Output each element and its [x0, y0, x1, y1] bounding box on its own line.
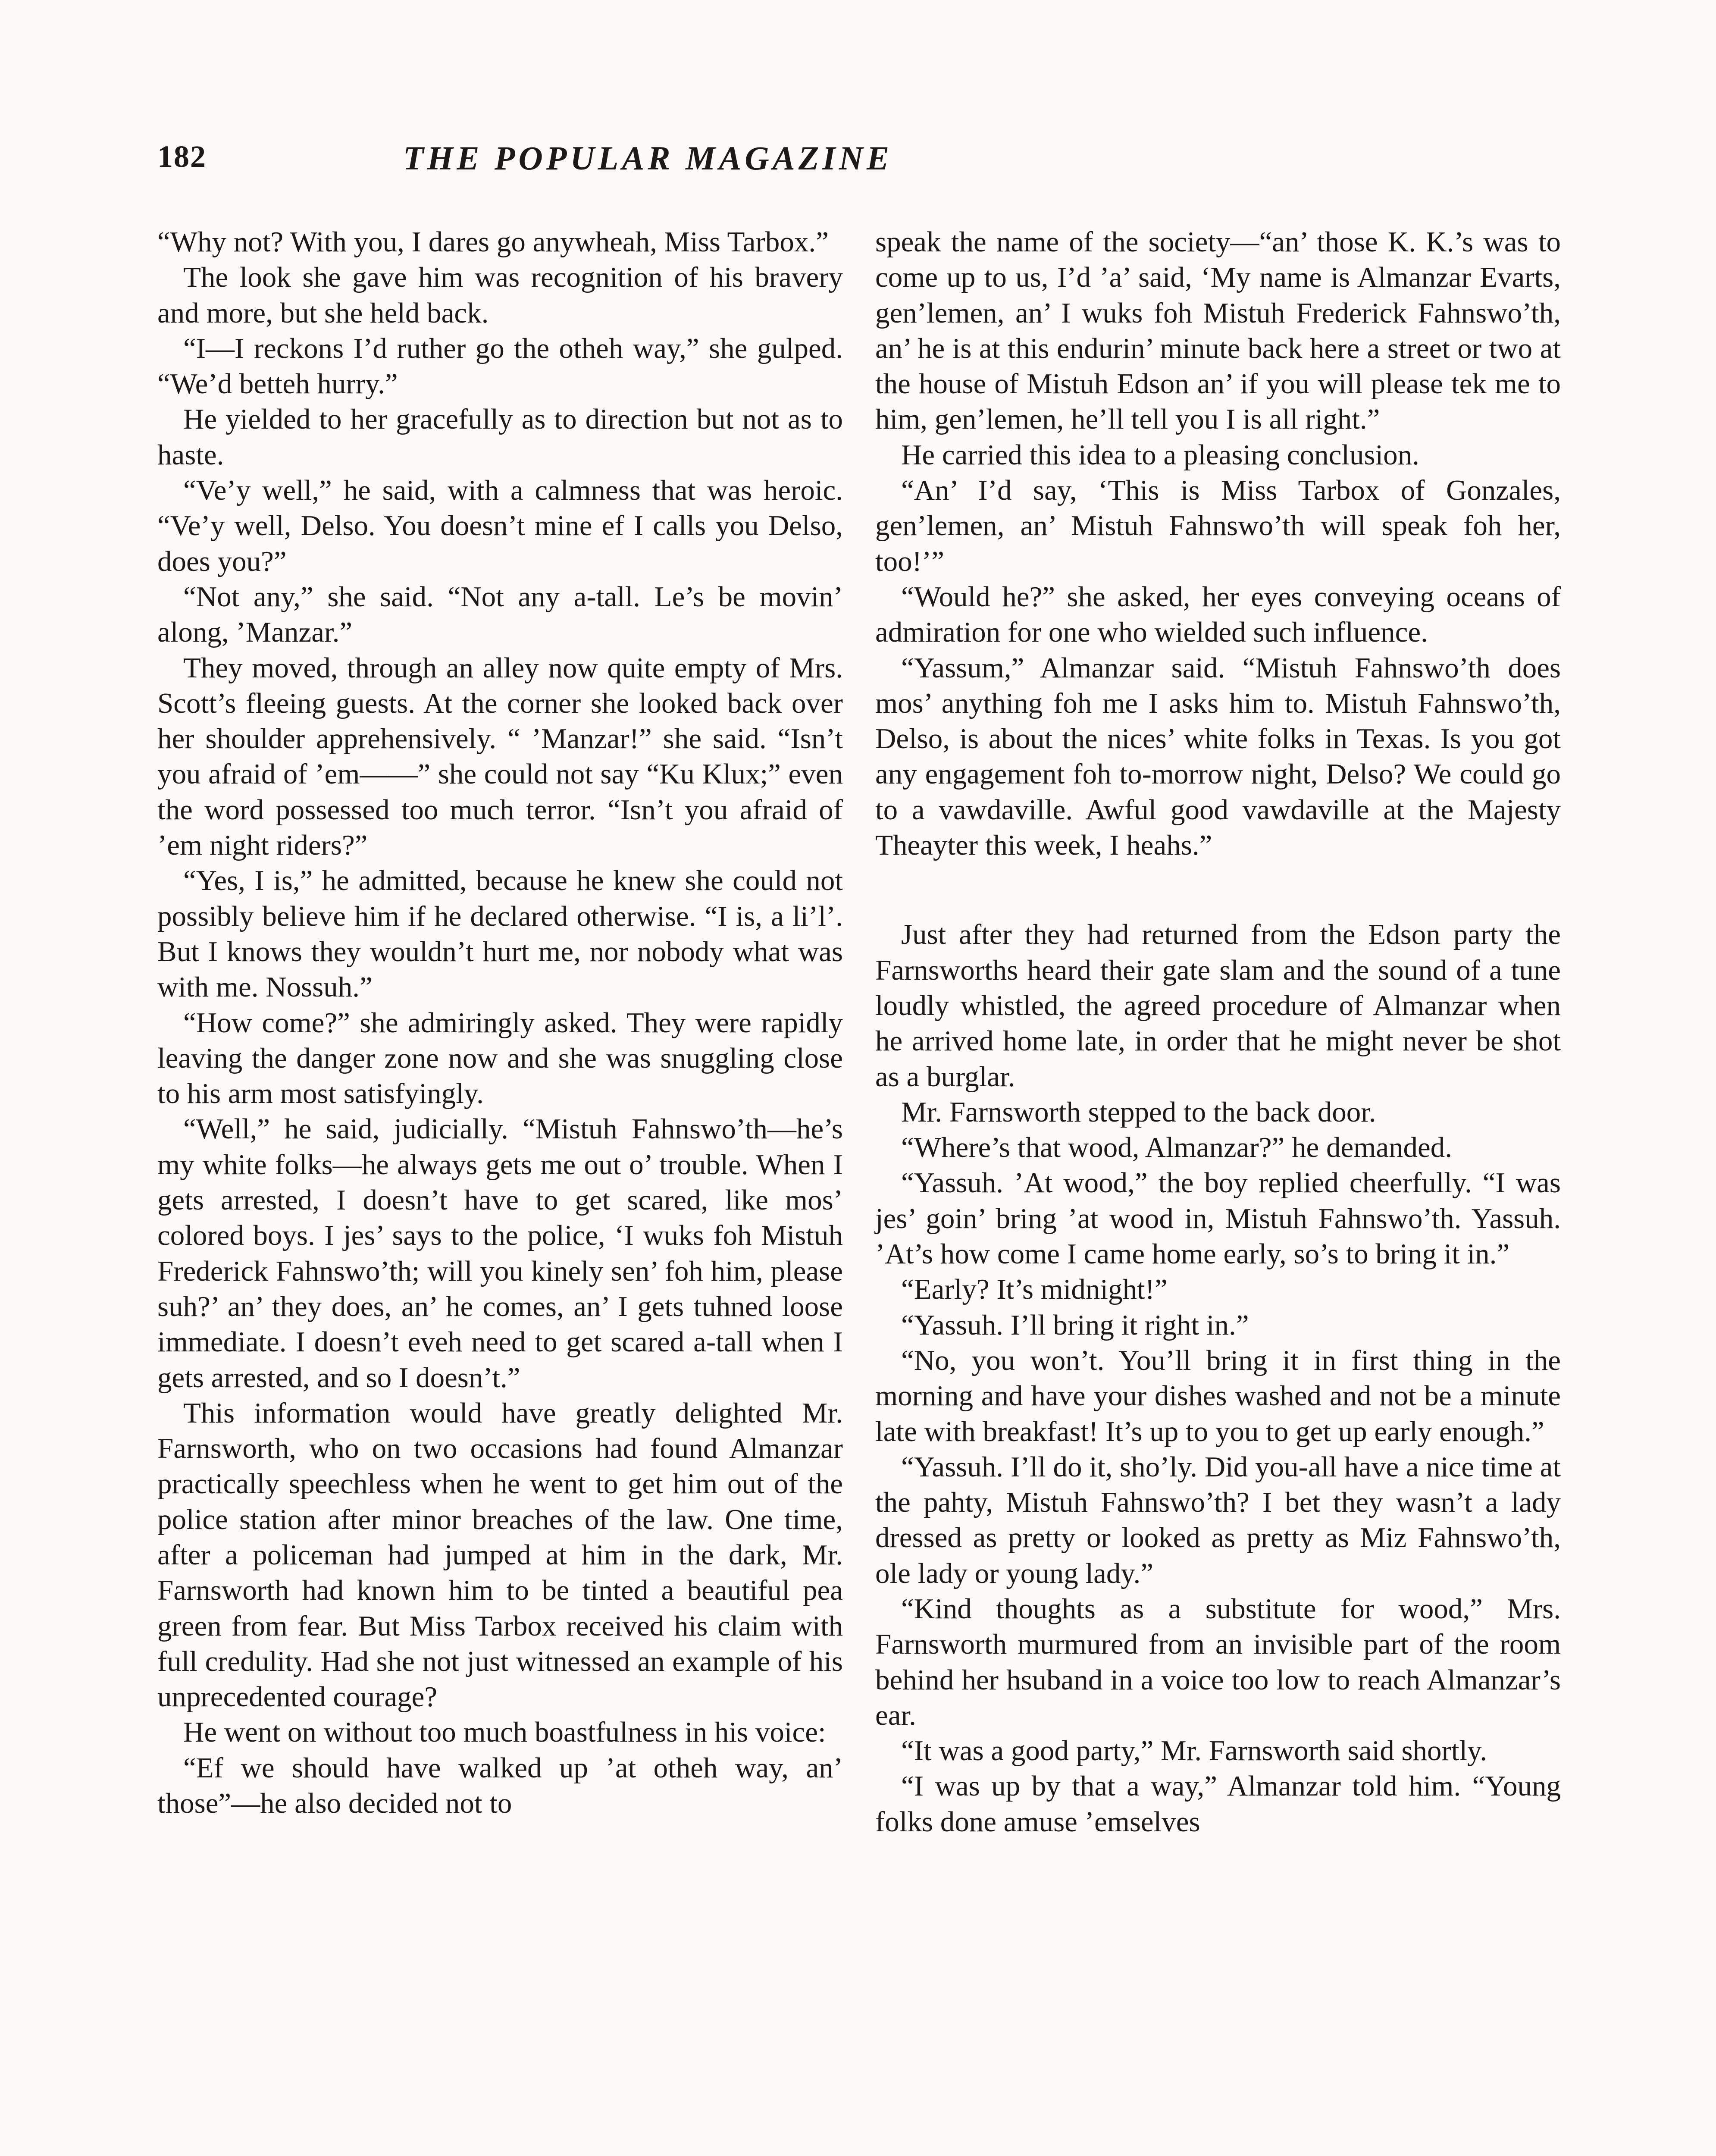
paragraph: “Yassuh. I’ll bring it right in.”: [901, 1309, 1249, 1341]
paragraph: Mr. Farnsworth stepped to the back door.: [901, 1096, 1376, 1128]
paragraph: “Yassum,” Almanzar said. “Mistuh Fahnswo’th does mos’ anything foh me I asks him to. Mistuh Fahnswo’th, Delso, is about the nices’ white folks in Texas. Is you got any engagement foh to-morrow night, Delso? We could go to a vawdaville. Awful good vawdaville at the Majesty Theayter this week, I heahs.”: [875, 652, 1561, 862]
page-number: 182: [157, 139, 207, 174]
paragraph: “No, you won’t. You’ll bring it in first thing in the morning and have your dishes washed and not be a minute late with breakfast! It’s up to you to get up early enough.”: [875, 1344, 1561, 1448]
paragraph: He went on without too much boastfulness in his voice:: [183, 1716, 826, 1749]
paragraph: “Ve’y well,” he said, with a calmness that was heroic. “Ve’y well, Delso. You doesn’t mine ef I calls you Delso, does you?”: [157, 474, 843, 577]
paragraph: “How come?” she admiringly asked. They were rapidly leaving the danger zone now and she was snuggling close to his arm most satisfyingly.: [157, 1006, 843, 1110]
paragraph: “I was up by that a way,” Almanzar told him. “Young folks done amuse ’emselves: [875, 1770, 1561, 1838]
paragraph: “Would he?” she asked, her eyes conveying oceans of admiration for one who wielded such influence.: [875, 580, 1561, 649]
paragraph: “Early? It’s midnight!”: [901, 1273, 1168, 1306]
paragraph: “An’ I’d say, ‘This is Miss Tarbox of Gonzales, gen’lemen, an’ Mistuh Fahnswo’th will speak foh her, too!’”: [875, 474, 1561, 577]
paragraph: Just after they had returned from the Edson party the Farnsworths heard their gate slam and the sound of a tune loudly whistled, the agreed procedure of Almanzar when he arrived home late, in order that he might never be shot as a burglar.: [875, 918, 1561, 1093]
paragraph: “Ef we should have walked up ’at otheh way, an’ those”—he also decided not to: [157, 1752, 843, 1820]
paragraph: The look she gave him was recognition of his bravery and more, but she held back.: [157, 261, 843, 329]
paragraph: “Kind thoughts as a substitute for wood,” Mrs. Farnsworth murmured from an invisible part of the room behind her hsuband in a voice too low to reach Almanzar’s ear.: [875, 1592, 1561, 1731]
paragraph: “Yassuh. ’At wood,” the boy replied cheerfully. “I was jes’ goin’ bring ’at wood in, Mistuh Fahnswo’th. Yassuh. ’At’s how come I came home early, so’s to bring it in.”: [875, 1167, 1561, 1270]
paragraph: speak the name of the society—“an’ those K. K.’s was to come up to us, I’d ’a’ said, ‘My name is Almanzar Evarts, gen’lemen, an’ I wuks foh Mistuh Frederick Fahnswo’th, an’ he is at this endurin’ minute back here a street or two at the house of Mistuh Edson an’ if you will please tek me to him, gen’lemen, he’ll tell you I is all right.”: [875, 226, 1561, 436]
paragraph: “Well,” he said, judicially. “Mistuh Fahnswo’th—he’s my white folks—he always gets me out o’ trouble. When I gets arrested, I doesn’t have to get scared, like mos’ colored boys. I jes’ says to the police, ‘I wuks foh Mistuh Frederick Fahnswo’th; will you kinely sen’ foh him, please suh?’ an’ they does, an’ he comes, an’ I gets tuhned loose immediate. I doesn’t eveh need to get scared a-tall when I gets arrested, and so I doesn’t.”: [157, 1113, 843, 1394]
paragraph: He yielded to her gracefully as to direction but not as to haste.: [157, 403, 843, 471]
paragraph: “It was a good party,” Mr. Farnsworth said shortly.: [901, 1735, 1487, 1767]
left-column: [157, 224, 843, 1821]
paragraph: They moved, through an alley now quite empty of Mrs. Scott’s fleeing guests. At the corner she looked back over her shoulder apprehensively. “ ’Manzar!” she said. “Isn’t you afraid of ’em——” she could not say “Ku Klux;” even the word possessed too much terror. “Isn’t you afraid of ’em night riders?”: [157, 652, 843, 862]
paragraph: “Where’s that wood, Almanzar?” he demanded.: [901, 1131, 1453, 1164]
paragraph: This information would have greatly delighted Mr. Farnsworth, who on two occasions had found Almanzar practically speechless when he went to get him out of the police station after minor breaches of the law. One time, after a policeman had jumped at him in the dark, Mr. Farnsworth had known him to be tinted a beautiful pea green from fear. But Miss Tarbox received his claim with full credulity. Had she not just witnessed an example of his unprecedented courage?: [157, 1397, 843, 1713]
paragraph: “Why not? With you, I dares go anywheah, Miss Tarbox.”: [157, 226, 829, 258]
right-column: [875, 224, 1561, 1839]
paragraph: “I—I reckons I’d ruther go the otheh way,” she gulped. “We’d betteh hurry.”: [157, 332, 843, 400]
paragraph: “Yassuh. I’ll do it, sho’ly. Did you-all have a nice time at the pahty, Mistuh Fahnswo’th? I bet they wasn’t a lady dressed as pretty or looked as pretty as Miz Fahnswo’th, ole lady or young lady.”: [875, 1451, 1561, 1589]
paragraph: “Yes, I is,” he admitted, because he knew she could not possibly believe him if he declared otherwise. “I is, a li’l’. But I knows they wouldn’t hurt me, nor nobody what was with me. Nossuh.”: [157, 865, 843, 1003]
running-header: [157, 139, 1149, 199]
paragraph: He carried this idea to a pleasing conclusion.: [901, 439, 1419, 471]
running-title: THE POPULAR MAGAZINE: [403, 139, 893, 177]
paragraph: “Not any,” she said. “Not any a-tall. Le’s be movin’ along, ’Manzar.”: [157, 580, 843, 649]
